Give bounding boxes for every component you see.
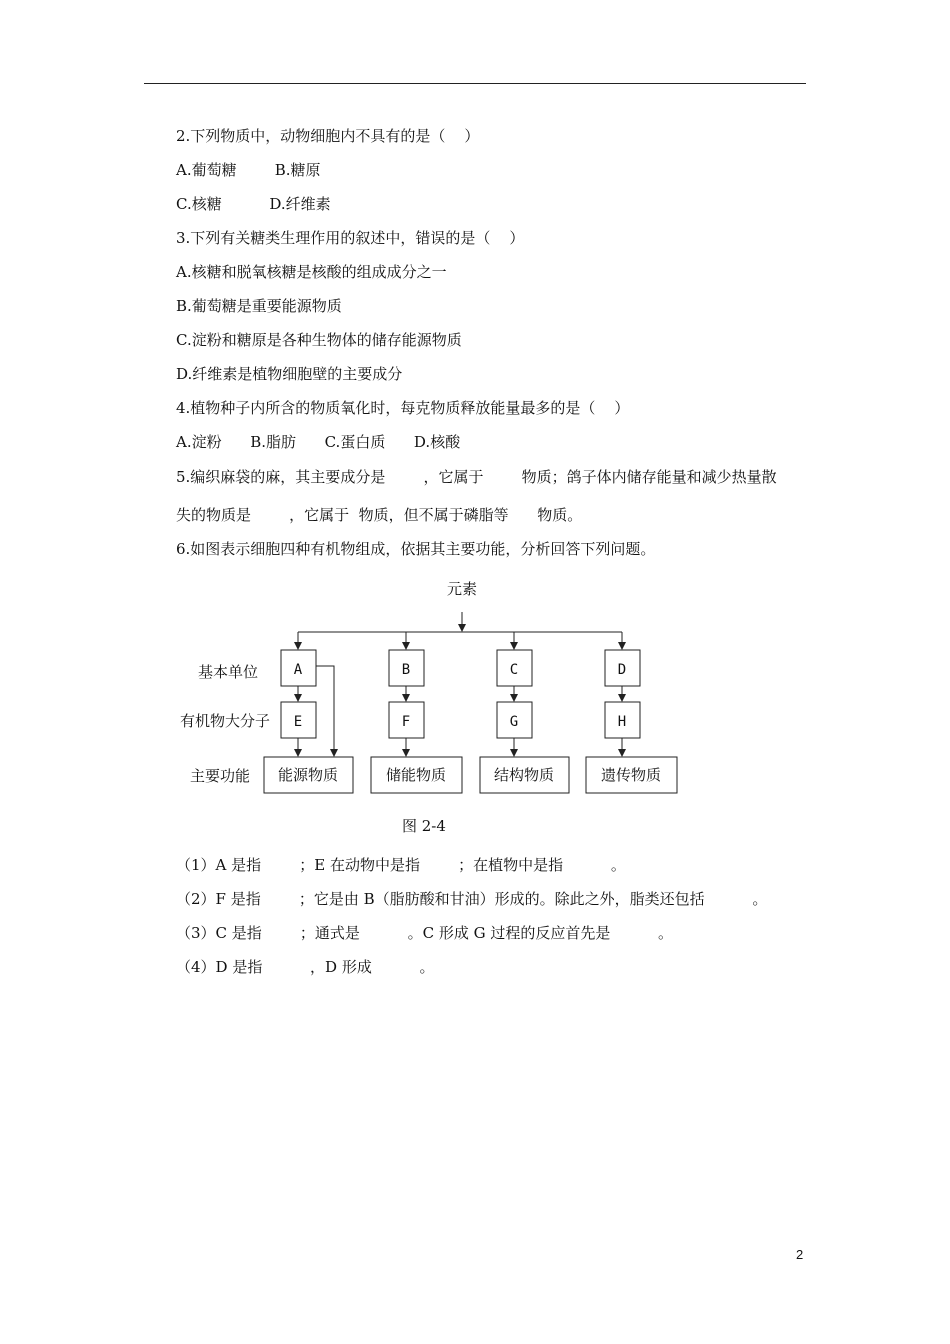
unit-label-a: A <box>293 662 303 678</box>
macro-label-f: F <box>401 714 411 730</box>
unit-label-b: B <box>401 662 411 678</box>
q3-option-c: C.淀粉和糖原是各种生物体的储存能源物质 <box>176 331 462 349</box>
composition-diagram <box>176 574 696 810</box>
q5-line1: 5.编织麻袋的麻，其主要成分是 ，它属于 物质；鸽子体内储存能量和减少热量散 <box>176 468 777 486</box>
macro-label-g: G <box>509 714 519 730</box>
q3-option-d: D.纤维素是植物细胞壁的主要成分 <box>176 365 403 383</box>
figure-caption: 图 2-4 <box>402 817 446 835</box>
q6-sub2: （2）F 是指 ；它是由 B（脂肪酸和甘油）形成的。除此之外，脂类还包括 。 <box>176 890 768 908</box>
row-label-unit: 基本单位 <box>198 664 259 681</box>
q4-options: A.淀粉 B.脂肪 C.蛋白质 D.核酸 <box>176 433 461 451</box>
header-rule <box>144 83 806 84</box>
function-label-2: 储能物质 <box>385 767 447 784</box>
bypass-line-a <box>316 666 334 756</box>
unit-label-d: D <box>617 662 627 678</box>
unit-label-c: C <box>509 662 519 678</box>
page-number: 2 <box>796 1247 804 1262</box>
q6-sub4: （4）D 是指 ，D 形成 。 <box>176 958 435 976</box>
function-label-1: 能源物质 <box>277 767 339 784</box>
q6-sub3: （3）C 是指 ；通式是 。C 形成 G 过程的反应首先是 。 <box>176 924 674 942</box>
q3-stem: 3.下列有关糖类生理作用的叙述中，错误的是（ ） <box>176 229 525 247</box>
row-label-macro: 有机物大分子 <box>180 713 271 730</box>
function-label-3: 结构物质 <box>493 767 555 784</box>
function-label-4: 遗传物质 <box>600 767 662 784</box>
q6-sub1: （1）A 是指 ；E 在动物中是指 ；在植物中是指 。 <box>176 856 626 874</box>
q5-line2: 失的物质是 ，它属于 物质，但不属于磷脂等 物质。 <box>176 506 583 524</box>
q6-stem: 6.如图表示细胞四种有机物组成，依据其主要功能，分析回答下列问题。 <box>176 540 656 558</box>
q2-options-cd: C.核糖 D.纤维素 <box>176 195 331 213</box>
q3-option-a: A.核糖和脱氧核糖是核酸的组成成分之一 <box>176 263 447 281</box>
macro-label-h: H <box>617 714 627 730</box>
q3-option-b: B.葡萄糖是重要能源物质 <box>176 297 342 315</box>
q2-stem: 2.下列物质中，动物细胞内不具有的是（ ） <box>176 127 480 145</box>
macro-label-e: E <box>293 714 303 730</box>
q2-options-ab: A.葡萄糖 B.糖原 <box>176 161 321 179</box>
q4-stem: 4.植物种子内所含的物质氧化时，每克物质释放能量最多的是（ ） <box>176 399 630 417</box>
top-label: 元素 <box>446 581 478 598</box>
row-label-function: 主要功能 <box>190 768 251 785</box>
